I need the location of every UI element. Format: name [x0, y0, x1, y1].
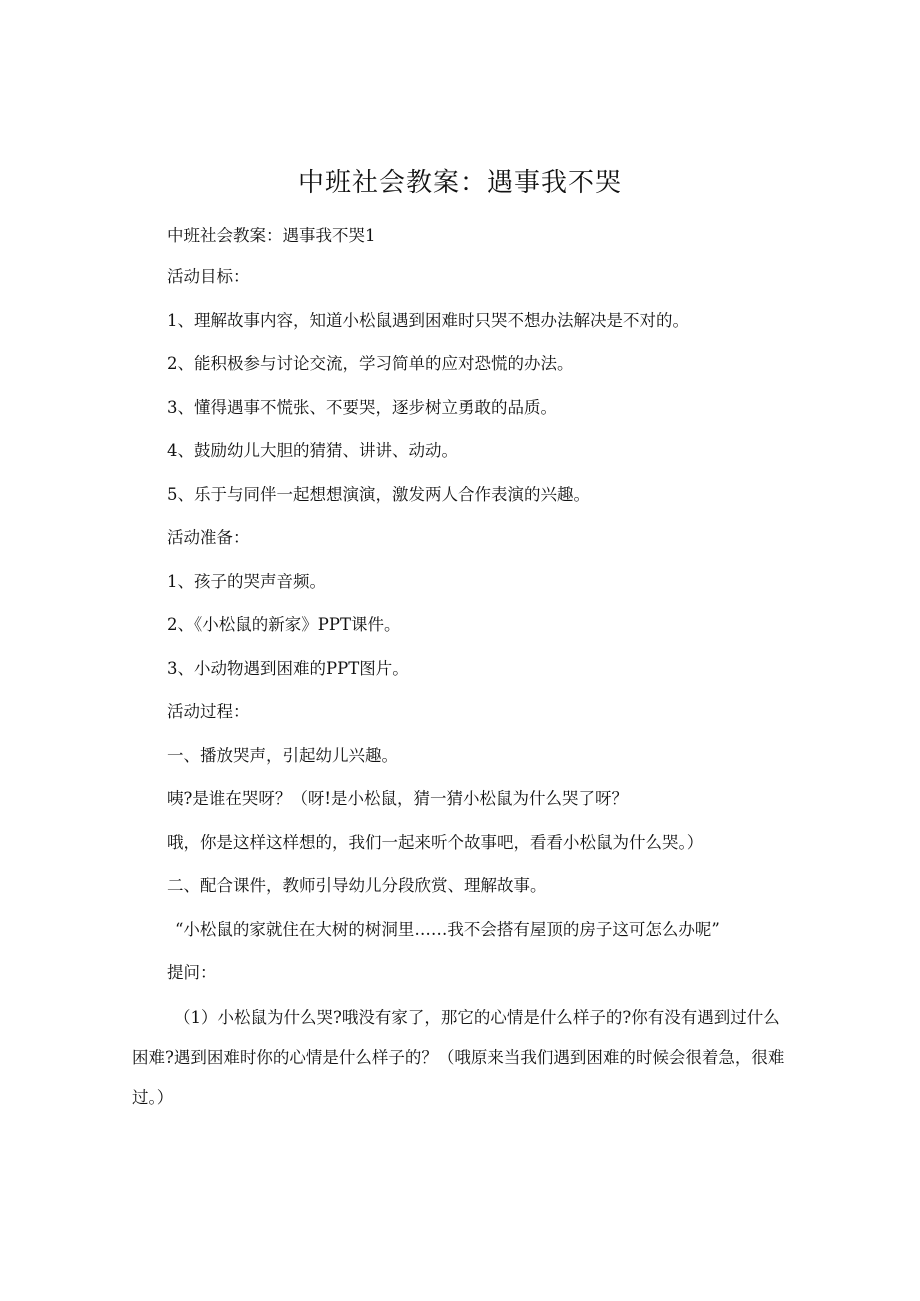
goal-item: 4、鼓励幼儿大胆的猜猜、讲讲、动动。: [167, 441, 458, 460]
process-text: 咦?是谁在哭呀？（呀!是小松鼠，猜一猜小松鼠为什么哭了呀？: [167, 789, 628, 808]
process-text: 哦，你是这样这样想的，我们一起来听个故事吧，看看小松鼠为什么哭。）: [167, 833, 704, 852]
goal-item: 5、乐于与同伴一起想想演演，激发两人合作表演的兴趣。: [167, 485, 590, 504]
preparation-item: 2、《小松鼠的新家》PPT课件。: [167, 615, 401, 634]
goal-item: 2、能积极参与讨论交流，学习简单的应对恐慌的办法。: [167, 354, 574, 373]
section-heading-preparation: 活动准备：: [167, 528, 250, 547]
preparation-item: 3、小动物遇到困难的PPT图片。: [167, 659, 409, 678]
goal-item: 3、懂得遇事不慌张、不要哭，逐步树立勇敢的品质。: [167, 398, 557, 417]
question-heading: 提问：: [167, 963, 217, 982]
subtitle: 中班社会教案：遇事我不哭1: [167, 226, 376, 245]
question-paragraph: （1）小松鼠为什么哭?哦没有家了，那它的心情是什么样子的?你有没有遇到过什么困难?遇到困难时你的心情是什么样子的？（哦原来当我们遇到困难的时候会很着急，很难过。）: [132, 1008, 785, 1107]
section-heading-goals: 活动目标：: [167, 267, 250, 286]
process-step: 二、配合课件，教师引导幼儿分段欣赏、理解故事。: [167, 876, 547, 895]
process-step: 一、播放哭声，引起幼儿兴趣。: [167, 746, 398, 765]
goal-item: 1、理解故事内容，知道小松鼠遇到困难时只哭不想办法解决是不对的。: [167, 311, 689, 330]
preparation-item: 1、孩子的哭声音频。: [167, 572, 326, 591]
section-heading-process: 活动过程：: [167, 702, 250, 721]
story-quote: “小松鼠的家就住在大树的树洞里……我不会搭有屋顶的房子这可怎么办呢”: [175, 920, 720, 939]
document-title: 中班社会教案：遇事我不哭: [297, 168, 622, 198]
